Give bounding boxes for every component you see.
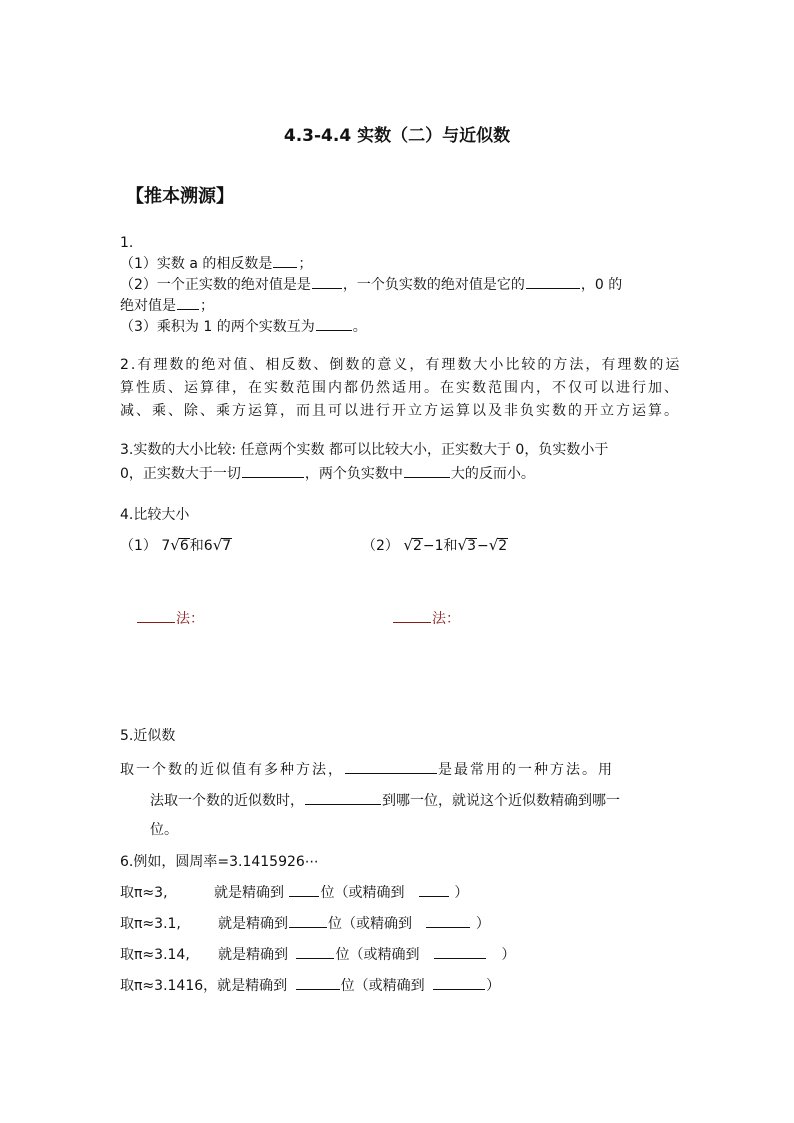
- q2-line-3: 减、乘、除、乘方运算，而且可以进行开立方运算以及非负实数的开立方运算。: [120, 403, 680, 419]
- q6-row: 取π≈3.14, 就是精确到 位（或精确到 ）: [120, 944, 515, 965]
- section-heading: 【推本溯源】: [126, 186, 234, 207]
- q1-part-b: （2）一个正实数的绝对值是是 ，一个负实数的绝对值是它的 ，0 的: [120, 274, 622, 295]
- q2-line-2: 算性质、运算律，在实数范围内都仍然适用。在实数范围内，不仅可以进行加、: [120, 380, 680, 396]
- q5-line-2: 法取一个数的近似数时， 到哪一位，就说这个近似数精确到哪一: [150, 790, 620, 811]
- q1-number: 1.: [120, 235, 134, 251]
- page-title: 4.3-4.4 实数（二）与近似数: [283, 126, 511, 146]
- q4-part-2: （2） √2−1和√3−√2: [362, 536, 508, 554]
- q3-line-1: 3.实数的大小比较: 任意两个实数 都可以比较大小，正实数大于 0，负实数小于: [120, 442, 609, 458]
- q4-title: 4.比较大小: [120, 507, 190, 523]
- q6-title: 6.例如，圆周率=3.1415926⋯: [120, 854, 319, 870]
- q4-method-1: 法：: [136, 608, 204, 629]
- q4-method-2: 法：: [392, 608, 460, 629]
- q5-title: 5.近似数: [120, 728, 176, 744]
- q6-row: 取π≈3, 就是精确到 位（或精确到 ）: [120, 882, 468, 903]
- q5-line-3: 位。: [150, 822, 178, 838]
- q1-part-a: （1）实数 a 的相反数是 ；: [120, 253, 312, 274]
- q3-line-2: 0，正实数大于一切 ，两个负实数中 大的反而小。: [120, 463, 535, 484]
- q2-line-1: 2.有理数的绝对值、相反数、倒数的意义，有理数大小比较的方法，有理数的运: [120, 357, 682, 373]
- q1-part-c: （3）乘积为 1 的两个实数互为 。: [120, 316, 367, 337]
- q6-row: 取π≈3.1, 就是精确到 位（或精确到 ）: [120, 913, 490, 934]
- q4-part-1: （1） 7√6和6√7: [120, 536, 232, 554]
- q5-line-1: 取一个数的近似值有多种方法， 是最常用的一种方法。用: [120, 759, 614, 780]
- q1-part-b-cont: 绝对值是 ；: [120, 295, 214, 316]
- q6-row: 取π≈3.1416，就是精确到 位（或精确到 ）: [120, 975, 500, 996]
